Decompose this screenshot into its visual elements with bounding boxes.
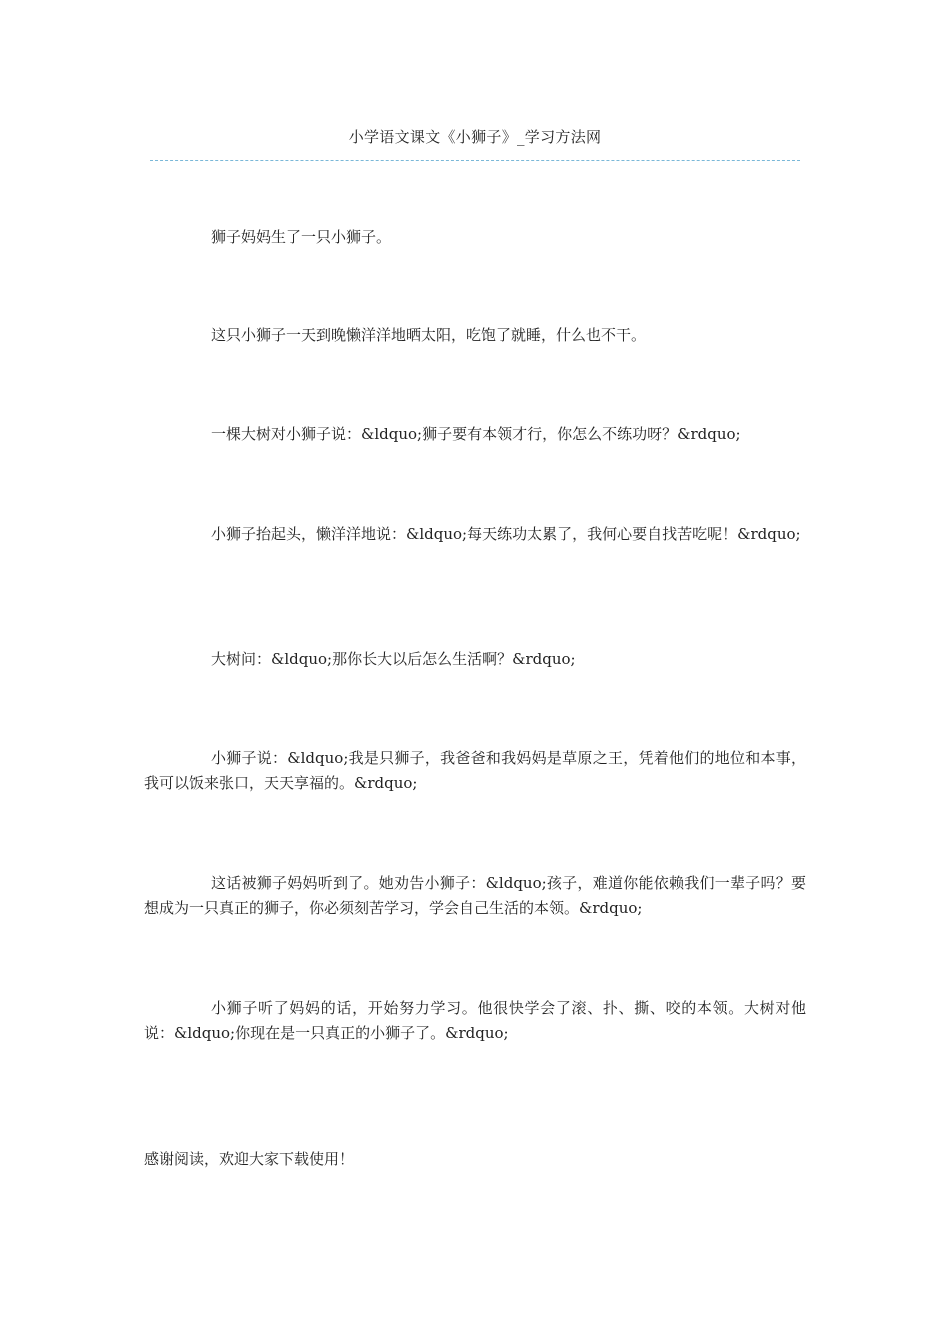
paragraph-7: 这话被狮子妈妈听到了。她劝告小狮子：&ldquo;孩子，难道你能依赖我们一辈子吗？要想成为一只真正的狮子，你必须刻苦学习，学会自己生活的本领。&rdquo;: [144, 874, 806, 917]
page-title: 小学语文课文《小狮子》_学习方法网: [348, 128, 602, 146]
paragraph-2: 这只小狮子一天到晚懒洋洋地晒太阳，吃饱了就睡，什么也不干。: [211, 326, 647, 344]
closing-note: 感谢阅读，欢迎大家下载使用！: [144, 1150, 355, 1168]
paragraph-5: 大树问：&ldquo;那你长大以后怎么生活啊？&rdquo;: [211, 650, 576, 668]
paragraph-3: 一棵大树对小狮子说：&ldquo;狮子要有本领才行，你怎么不练功呀？&rdquo;: [211, 425, 741, 443]
title-divider: [150, 160, 800, 161]
paragraph-6: 小狮子说：&ldquo;我是只狮子，我爸爸和我妈妈是草原之王，凭着他们的地位和本事，我可以饭来张口，天天享福的。&rdquo;: [144, 749, 806, 792]
paragraph-8: 小狮子听了妈妈的话，开始努力学习。他很快学会了滚、扑、撕、咬的本领。大树对他说：&ldquo;你现在是一只真正的小狮子了。&rdquo;: [144, 999, 806, 1042]
paragraph-4: 小狮子抬起头，懒洋洋地说：&ldquo;每天练功太累了，我何心要自找苦吃呢！&rdquo;: [211, 525, 801, 543]
paragraph-1: 狮子妈妈生了一只小狮子。: [211, 228, 392, 246]
